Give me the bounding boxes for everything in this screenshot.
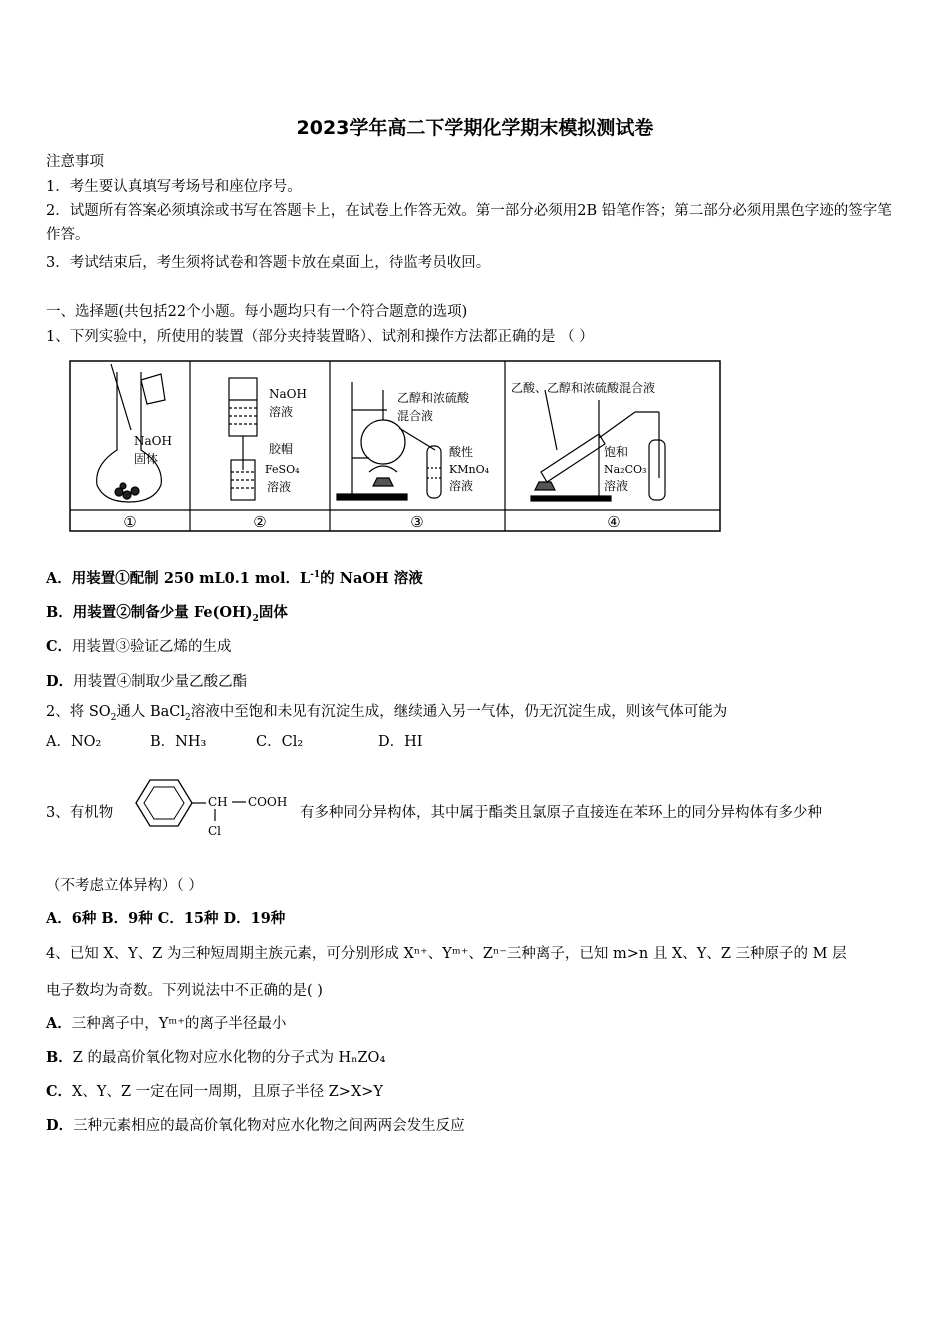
q4-option-d: D．三种元素相应的最高价氧化物对应水化物之间两两会发生反应 xyxy=(46,1117,465,1134)
q2-option-d: D．HI xyxy=(378,734,423,750)
organic-structure xyxy=(128,775,298,841)
na2co3-label-3: 溶液 xyxy=(604,479,629,493)
figure-label-2: ② xyxy=(253,513,267,531)
colloid-cap-label: 胶帽 xyxy=(269,442,294,456)
q2-stem: 2、将 $SO_2$通人 BaCl$_2$溶液中至饱和未见有沉淀生成，继续通入另一气体，仍无沉淀生成，则该气体可能为 xyxy=(46,704,728,723)
naoh-solid-label-1: NaOH xyxy=(134,434,172,448)
naoh-solution-label-2: 溶液 xyxy=(269,405,294,419)
figure-label-1: ① xyxy=(123,513,137,531)
notice-heading: 注意事项 xyxy=(46,154,104,170)
q2-option-b: B．NH₃ xyxy=(150,734,207,750)
q1-option-b: B．用装置②制备少量 $Fe(OH)_2$固体 xyxy=(46,604,288,624)
q4-option-c: C．X、Y、Z 一定在同一周期，且原子半径 Z>X>Y xyxy=(46,1083,384,1100)
q3-stem-cont: （不考虑立体异构）（ ） xyxy=(46,878,203,894)
kmno4-label-1: 酸性 xyxy=(449,445,474,459)
kmno4-label-2: KMnO₄ xyxy=(449,463,489,476)
kmno4-label-3: 溶液 xyxy=(449,479,474,493)
feso4-label-1: FeSO₄ xyxy=(265,463,300,476)
q1-apparatus-figure xyxy=(69,360,724,534)
q2-option-c: C．Cl₂ xyxy=(256,734,304,750)
figure-label-3: ③ xyxy=(410,513,424,531)
notice-item-3: 3．考试结束后，考生须将试卷和答题卡放在桌面上，待监考员收回。 xyxy=(46,255,491,271)
page-title: 2023学年高二下学期化学期末模拟测试卷 xyxy=(296,117,654,139)
section-heading: 一、选择题(共包括22个小题。每小题均只有一个符合题意的选项) xyxy=(46,304,468,320)
q4-stem-2: 电子数均为奇数。下列说法中不正确的是( ) xyxy=(46,983,323,999)
q2-option-a: A．NO₂ xyxy=(46,734,102,750)
q4-option-a: A．三种离子中，Yᵐ⁺的离子半径最小 xyxy=(46,1015,287,1032)
naoh-solid-label-2: 固体 xyxy=(134,452,159,466)
notice-item-2: 2．试题所有答案必须填涂或书写在答题卡上，在试卷上作答无效。第一部分必须用2B 铅笔作答；第二部分必须用黑色字迹的签字笔作答。 xyxy=(46,203,892,243)
apparatus-4 xyxy=(531,390,665,501)
q1-option-d: D．用装置④制取少量乙酸乙酯 xyxy=(46,673,248,690)
mixture-label: 乙酸、乙醇和浓硫酸混合液 xyxy=(511,381,656,395)
struct-cooh: COOH xyxy=(248,795,288,809)
q3-stem-pre: 3、有机物 xyxy=(46,805,114,821)
apparatus-1 xyxy=(97,364,165,502)
ethanol-acid-label-2: 混合液 xyxy=(397,409,434,423)
feso4-label-2: 溶液 xyxy=(267,480,292,494)
struct-cl: Cl xyxy=(208,824,222,838)
na2co3-label-1: 饱和 xyxy=(604,445,629,459)
q3-options: A．6种 B．9种 C．15种 D．19种 xyxy=(46,910,286,927)
apparatus-2 xyxy=(229,378,257,500)
ethanol-acid-label-1: 乙醇和浓硫酸 xyxy=(397,391,470,405)
notice-item-1: 1．考生要认真填写考场号和座位序号。 xyxy=(46,179,302,195)
q3-stem-post: 有多种同分异构体，其中属于酯类且氯原子直接连在苯环上的同分异构体有多少种 xyxy=(300,805,822,821)
struct-ch: CH xyxy=(208,795,228,809)
na2co3-label-2: Na₂CO₃ xyxy=(604,463,647,476)
naoh-solution-label-1: NaOH xyxy=(269,387,307,401)
q4-stem-1: 4、已知 X、Y、Z 为三种短周期主族元素，可分别形成 Xⁿ⁺、Yᵐ⁺、Zⁿ⁻三种离子，已知 m>n 且 X、Y、Z 三种原子的 M 层 xyxy=(46,946,847,962)
q1-option-c: C．用装置③验证乙烯的生成 xyxy=(46,638,232,655)
figure-label-4: ④ xyxy=(607,513,621,531)
q1-option-a: A．用装置①配制 250 mL0.1 mol．$L^{-1}$的 NaOH 溶液 xyxy=(46,570,423,587)
q4-option-b: B．Z 的最高价氧化物对应水化物的分子式为 HₙZO₄ xyxy=(46,1049,386,1066)
q1-stem: 1、下列实验中，所使用的装置（部分夹持装置略）、试剂和操作方法都正确的是 （ ） xyxy=(46,329,594,345)
q2-options xyxy=(46,732,423,752)
